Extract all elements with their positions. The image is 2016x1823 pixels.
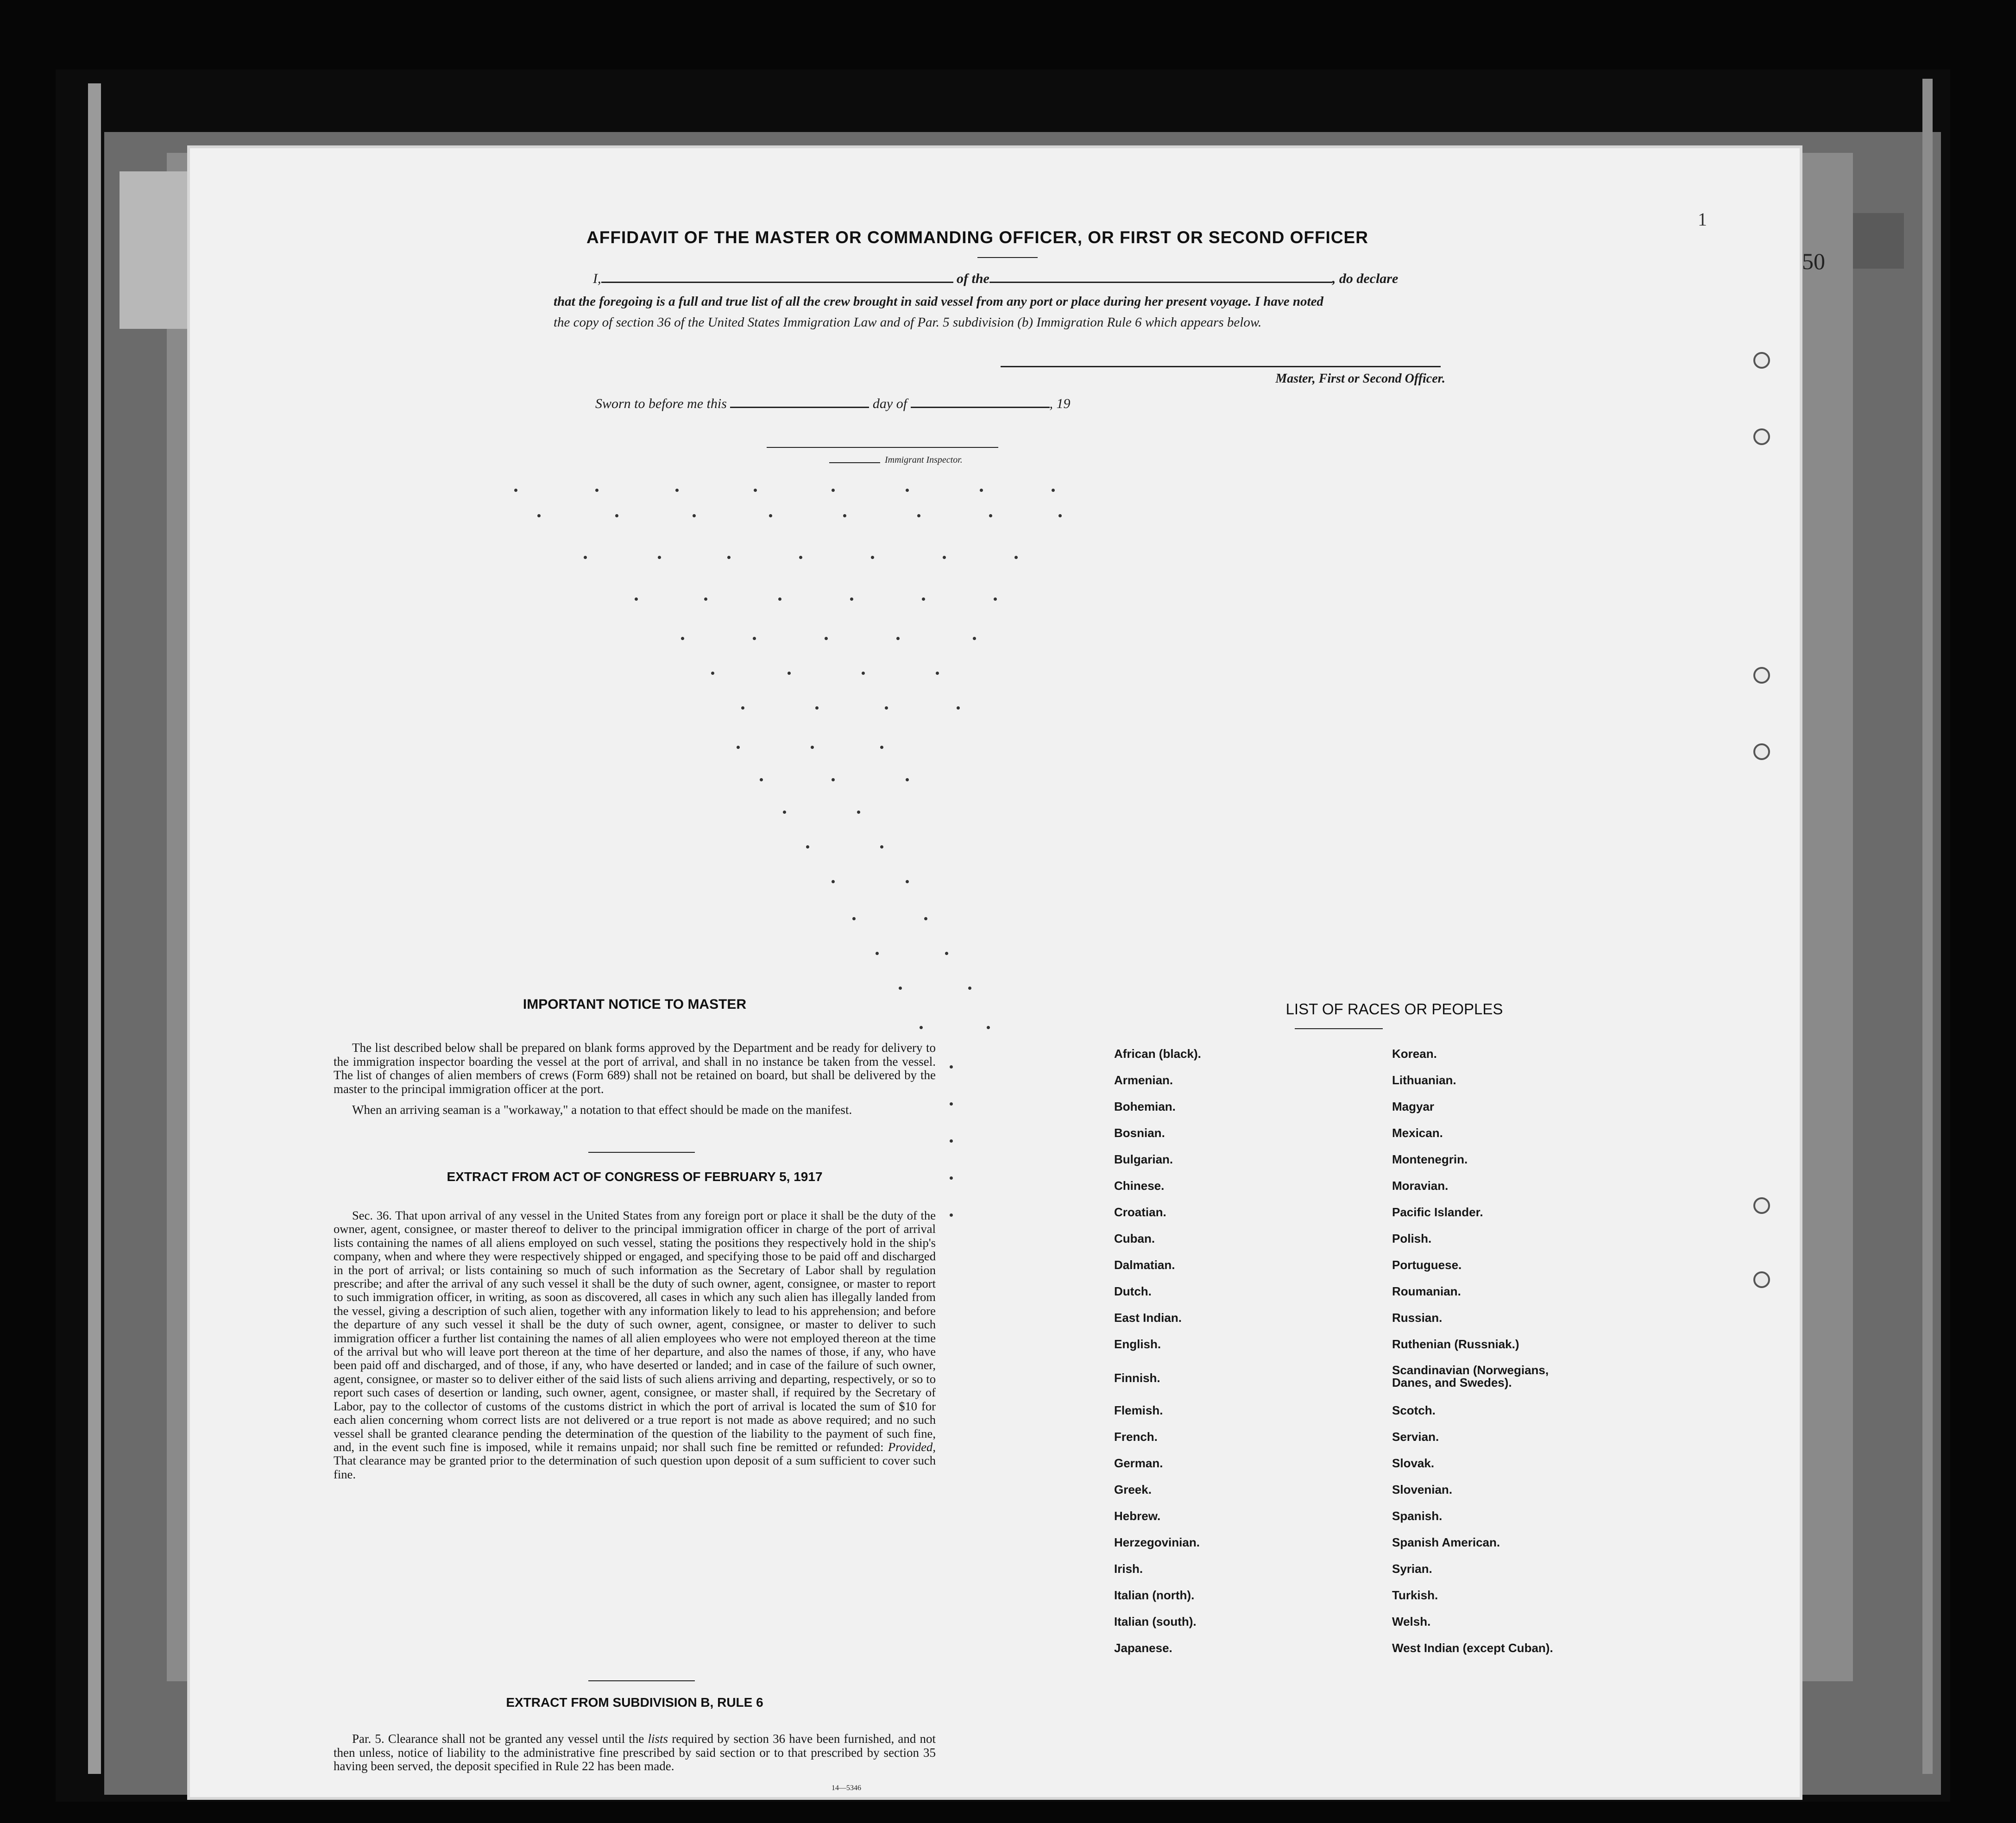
race-right-0: Korean. [1392,1047,1437,1061]
grid-dot [514,489,517,492]
grid-dot [899,987,902,990]
rule-heading: EXTRACT FROM SUBDIVISION B, RULE 6 [506,1695,763,1710]
race-left-14: French. [1114,1430,1158,1444]
grid-dot [906,489,909,492]
grid-dot [595,489,598,492]
race-right-12: Scandinavian (Norwegians, Danes, and Swedes). [1392,1363,1549,1389]
race-left-11: English. [1114,1337,1161,1351]
race-left-13: Flemish. [1114,1403,1163,1417]
race-left-22: Japanese. [1114,1641,1172,1655]
underlying-label [120,171,189,329]
act-text-end: That clearance may be granted prior to the determination of such question upon deposit of a sum sufficient to cover such fine. [334,1453,936,1481]
race-right-17: Spanish. [1392,1509,1443,1523]
grid-dot [537,514,541,517]
grid-dot [727,556,731,559]
sworn-day-blank[interactable] [730,400,869,408]
grid-dot [922,597,925,601]
grid-dot [832,778,835,781]
race-left-19: Irish. [1114,1562,1143,1576]
grid-dot [584,556,587,559]
race-left-18: Herzegovinian. [1114,1535,1200,1549]
race-right-16: Slovenian. [1392,1483,1453,1496]
affidavit-title: AFFIDAVIT OF THE MASTER OR COMMANDING OFFICER, OR FIRST OR SECOND OFFICER [586,228,1368,247]
inspector-short-line [829,462,880,463]
grid-dot [1058,514,1062,517]
film-edge-left [88,83,101,1774]
act-text-italic: Provided, [888,1440,936,1454]
grid-dot [799,556,802,559]
grid-dot [871,556,874,559]
notice-body [334,1041,936,1117]
act-text: Sec. 36. That upon arrival of any vessel in the United States from any foreign port or place it shall be the duty of the owner, agent, consignee, or master thereof to deliver to the principal immigration officer in charge of the port of arrival lists containing the names of all aliens employed on such vessel, stating the positions they respectively hold in the ship's company, when and where they were respectively shipped or engaged, and specifying those to be paid off and discharged in the port of arrival; or lists containing so much of such information as the Secretary of Labor shall by regulation prescribe; and after the arrival of any such vessel it shall be the duty of such owner, agent, consignee, or master to report to such immigration officer, in writing, as soon as discovered, all cases in which any such alien has illegally landed from the vessel, giving a description of such alien, together with any information likely to lead to his apprehension; and before the departure of any such vessel it shall be the duty of such owner, agent, consignee, or master to deliver to such immigration officer a further list containing the names of all alien employees who were not employed thereon at the time of the arrival but who will leave port thereon at the time of her departure, and also the names of those, if any, who have been paid off and discharged, and of those, if any, who have deserted or landed; and in case of the failure of such owner, agent, consignee, or master so to deliver either of the said lists of such aliens arriving and departing, respectively, or so to report such cases of desertion or landing, such owner, agent, consignee, or master shall, if required by the Secretary of Labor, pay to the collector of customs of the customs district in which the port of arrival is located the sum of $10 for each alien concerning whom correct lists are not delivered or a true report is not made as above required; and no such vessel shall be granted clearance pending the determination of the question of the liability to the payment of such fine, and, in the event such fine is imposed, while it remains unpaid; nor shall such fine be remitted or refunded: [334,1208,936,1454]
grid-dot [681,637,684,640]
race-left-1: Armenian. [1114,1073,1173,1087]
grid-dot [950,1139,953,1143]
punch-hole [1753,428,1770,445]
rule-text-italic: lists [648,1732,668,1746]
grid-dot [950,1065,953,1069]
race-right-21: Welsh. [1392,1615,1431,1628]
grid-dot [880,845,883,849]
race-right-2: Magyar [1392,1100,1435,1113]
race-right-1: Lithuanian. [1392,1073,1456,1087]
grid-dot [852,917,856,920]
title-underline [977,257,1038,258]
film-edge-right [1922,79,1933,1774]
punch-hole [1753,1271,1770,1288]
notice-paragraph-2: When an arriving seaman is a "workaway," a notation to that effect should be made on the manifest. [352,1103,852,1117]
race-right-3: Mexican. [1392,1126,1443,1140]
race-right-14: Servian. [1392,1430,1439,1444]
grid-dot [760,778,763,781]
race-right-20: Turkish. [1392,1588,1438,1602]
race-right-7: Polish. [1392,1232,1432,1245]
grid-dot [906,880,909,883]
race-left-4: Bulgarian. [1114,1152,1173,1166]
page-number: 50 [1802,248,1825,274]
grid-dot [693,514,696,517]
affidavit-line-1: I, of the , do declare [593,271,1399,286]
race-left-17: Hebrew. [1114,1509,1161,1523]
act-body [334,1209,936,1481]
grid-dot [950,1176,953,1180]
inspector-label: Immigrant Inspector. [885,455,963,465]
races-heading-underline [1295,1028,1383,1029]
name-blank[interactable] [601,275,953,283]
race-right-10: Russian. [1392,1311,1443,1325]
grid-dot [987,1026,990,1029]
grid-dot [950,1102,953,1106]
race-right-15: Slovak. [1392,1456,1435,1470]
notice-heading: IMPORTANT NOTICE TO MASTER [523,997,747,1012]
grid-dot [857,811,860,814]
rule-text: Par. 5. Clearance shall not be granted any vessel until the [352,1732,644,1746]
sworn-line: Sworn to before me this day of , 19 [595,396,1071,411]
race-left-12: Finnish. [1114,1371,1160,1385]
grid-dot [832,880,835,883]
grid-dot [778,597,781,601]
punch-hole [1753,667,1770,684]
grid-dot [635,597,638,601]
race-left-0: African (black). [1114,1047,1201,1061]
grid-dot [815,706,819,710]
punch-hole [1753,1197,1770,1214]
grid-dot [753,637,756,640]
race-right-19: Syrian. [1392,1562,1432,1576]
affidavit-line-3: the copy of section 36 of the United States Immigration Law and of Par. 5 subdivision (b) Immigration Rule 6 which appears below. [554,315,1262,330]
grid-dot [675,489,679,492]
grid-dot [1052,489,1055,492]
grid-dot [843,514,846,517]
grid-dot [989,514,992,517]
race-right-13: Scotch. [1392,1403,1436,1417]
grid-dot [876,952,879,955]
grid-dot [1014,556,1018,559]
punch-hole [1753,352,1770,369]
race-left-20: Italian (north). [1114,1588,1195,1602]
grid-dot [885,706,888,710]
inspector-signature-line[interactable] [767,447,998,448]
grid-dot [741,706,744,710]
race-left-10: East Indian. [1114,1311,1182,1325]
race-left-15: German. [1114,1456,1163,1470]
race-left-2: Bohemian. [1114,1100,1176,1113]
grid-dot [788,672,791,675]
grid-dot [945,952,948,955]
rule-body [334,1732,936,1773]
grid-dot [973,637,976,640]
grid-dot [917,514,920,517]
grid-dot [920,1026,923,1029]
grid-dot [896,637,900,640]
grid-dot [957,706,960,710]
grid-dot [832,489,835,492]
grid-dot [906,778,909,781]
grid-dot [806,845,809,849]
grid-dot [880,746,883,749]
grid-dot [950,1213,953,1217]
vessel-blank[interactable] [989,275,1332,283]
race-left-6: Croatian. [1114,1205,1166,1219]
race-left-5: Chinese. [1114,1179,1165,1193]
act-heading: EXTRACT FROM ACT OF CONGRESS OF FEBRUARY 5, 1917 [447,1169,823,1184]
race-left-8: Dalmatian. [1114,1258,1175,1272]
signature-line[interactable] [1001,366,1441,367]
race-left-7: Cuban. [1114,1232,1155,1245]
notice-divider [588,1152,695,1153]
grid-dot [936,672,939,675]
grid-dot [994,597,997,601]
grid-dot [968,987,971,990]
grid-dot [924,917,927,920]
race-left-21: Italian (south). [1114,1615,1197,1628]
rule-text-end: required by section 36 have been furnished, and not then unless, notice of liability to the administrative fine prescribed by said section or to that prescribed by section 35 having been served, the deposit specified in Rule 22 has been made. [334,1732,936,1773]
race-right-11: Ruthenian (Russniak.) [1392,1337,1519,1351]
grid-dot [862,672,865,675]
affidavit-line-2: that the foregoing is a full and true list of all the crew brought in said vessel from any port or place during her present voyage. I have noted [554,294,1323,309]
race-right-18: Spanish American. [1392,1535,1500,1549]
signature-label: Master, First or Second Officer. [1275,371,1445,386]
corner-mark: 1 [1698,209,1707,230]
manifest-page [190,148,1825,1797]
sworn-month-blank[interactable] [911,400,1050,408]
punch-hole [1753,743,1770,760]
act-divider [588,1680,695,1681]
grid-dot [615,514,618,517]
grid-dot [943,556,946,559]
grid-dot [658,556,661,559]
notice-paragraph-1: The list described below shall be prepared on blank forms approved by the Department and be ready for delivery to the immigration inspector boarding the vessel at the port of arrival, and shall in no instance be taken from the vessel. The list of changes of alien members of crews (Form 689) shall not be retained on board, but shall be delivered by the master to the principal immigration officer at the port. [334,1041,936,1096]
grid-dot [769,514,772,517]
grid-dot [711,672,714,675]
races-heading: LIST OF RACES OR PEOPLES [1285,1000,1503,1018]
grid-dot [825,637,828,640]
grid-dot [754,489,757,492]
race-left-3: Bosnian. [1114,1126,1165,1140]
race-right-5: Moravian. [1392,1179,1449,1193]
grid-dot [980,489,983,492]
race-right-4: Montenegrin. [1392,1152,1468,1166]
race-right-8: Portuguese. [1392,1258,1462,1272]
race-right-9: Roumanian. [1392,1284,1461,1298]
grid-dot [811,746,814,749]
race-right-6: Pacific Islander. [1392,1205,1483,1219]
binding-tab [1853,213,1904,269]
print-code: 14—5346 [832,1784,861,1792]
grid-dot [737,746,740,749]
race-left-16: Greek. [1114,1483,1152,1496]
race-left-9: Dutch. [1114,1284,1152,1298]
grid-dot [850,597,853,601]
grid-dot [783,811,786,814]
grid-dot [704,597,707,601]
race-right-22: West Indian (except Cuban). [1392,1641,1553,1655]
